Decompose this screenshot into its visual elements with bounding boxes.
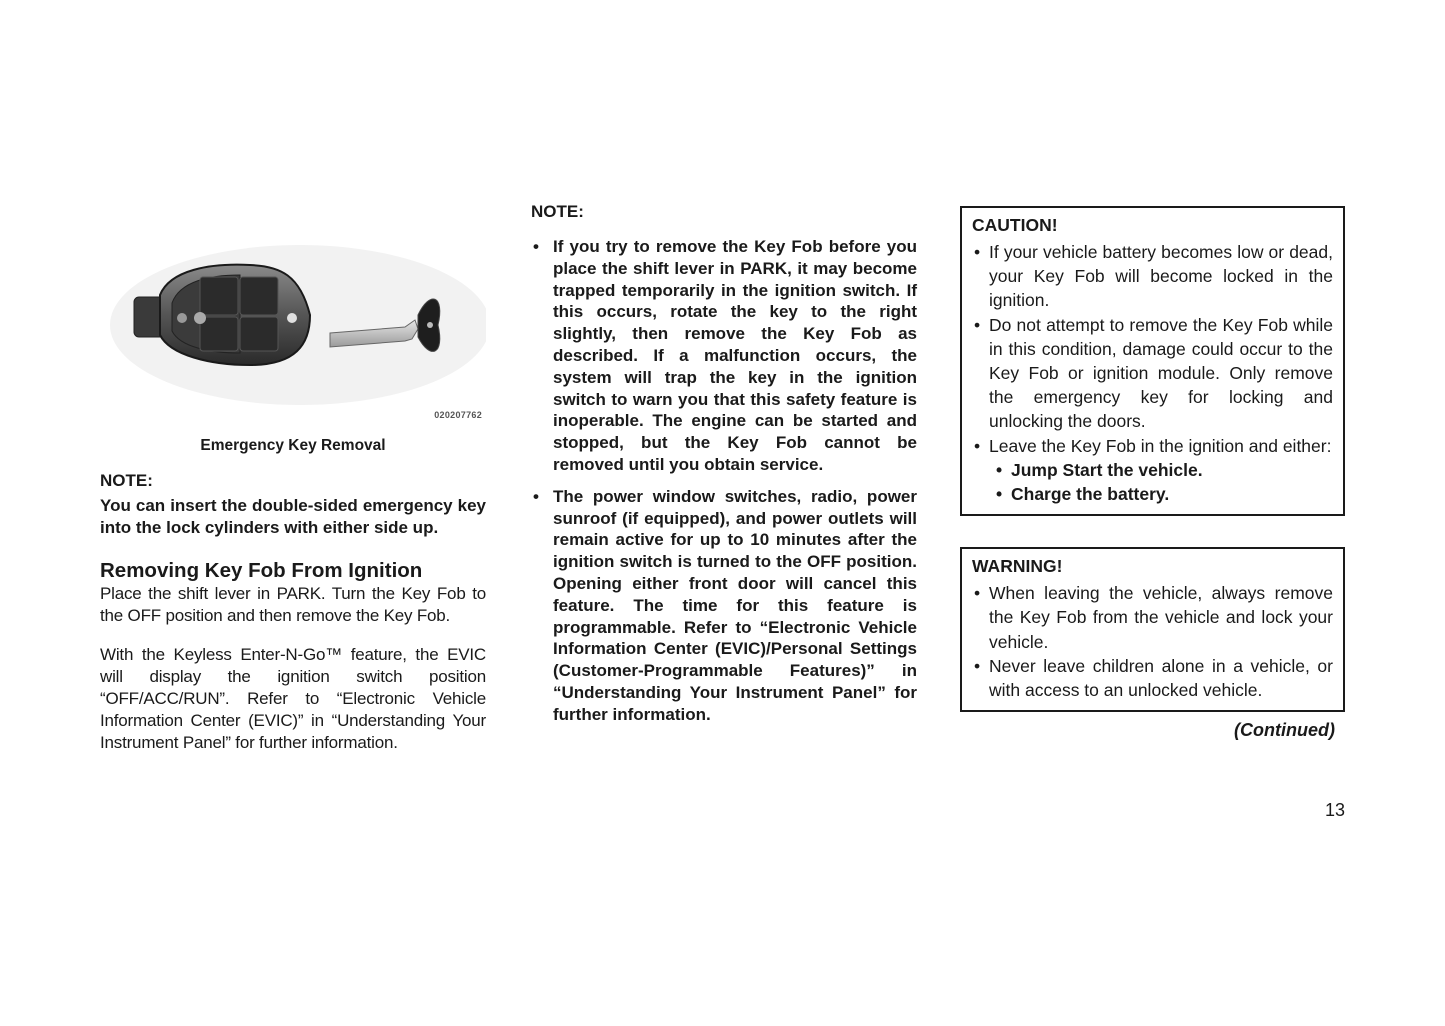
list-item-text: Charge the battery. [1011, 484, 1170, 505]
continued-label: (Continued) [1234, 720, 1335, 741]
list-item-text: The power window switches, radio, power sunroof (if equipped), and power outlets will remain active for up to 10 minutes after the ignition switch is turned to the OFF position. Opening either front door will cancel this feature. The time for this feature is programmable. Refer to “Electronic Vehicle Information Center (EVIC)/Personal Settings (Customer-Programmable Features)” in “Understanding Your Instrument Panel” for further information. [553, 486, 917, 724]
right-column [960, 206, 1345, 741]
list-item-text: When leaving the vehicle, always remove the Key Fob from the vehicle and lock your vehicle. [989, 583, 1333, 652]
list-item-text: Do not attempt to remove the Key Fob while in this condition, damage could occur to the Key Fob or ignition module. Only remove the emergency key for locking and unlocking the doors. [989, 314, 1333, 432]
list-item-text: Never leave children alone in a vehicle, or with access to an unlocked vehicle. [989, 655, 1333, 701]
caution-sublist [972, 458, 1333, 506]
list-item [972, 240, 1333, 313]
middle-column [531, 202, 917, 726]
left-note-text: You can insert the double-sided emergency key into the lock cylinders with either side up. [100, 496, 486, 537]
list-item [531, 486, 917, 726]
section-paragraph: Place the shift lever in PARK. Turn the Key Fob to the OFF position and then remove the Key Fob. [100, 584, 486, 625]
bullet-icon: • [533, 486, 539, 506]
list-item [972, 654, 1333, 702]
left-note-heading: NOTE: [100, 471, 153, 490]
bullet-icon: • [974, 655, 981, 676]
figure-code: 020207762 [434, 410, 482, 420]
emergency-key-figure [100, 215, 486, 430]
list-item-text: If you try to remove the Key Fob before you place the shift lever in PARK, it may become trapped temporarily in the ignition switch. If this occurs, rotate the key to the right slightly, then remove the Key Fob as described. If a malfunction occurs, the system will trap the key in the ignition switch to warn you that this safety feature is inoperable. The engine can be started and stopped, but the Key Fob cannot be removed until you obtain service. [553, 237, 917, 474]
left-column [100, 215, 486, 771]
list-item [972, 434, 1333, 458]
sub-list-item [994, 482, 1333, 506]
caution-list [972, 240, 1333, 458]
bullet-icon: • [974, 314, 981, 335]
section-title: Removing Key Fob From Ignition [100, 559, 423, 582]
bullet-icon: • [996, 459, 1003, 480]
section-paragraph: With the Keyless Enter-N-Go™ feature, the EVIC will display the ignition switch position “OFF/ACC/RUN”. Refer to “Electronic Vehicle Information Center (EVIC)” in “Understanding Your Instrument Panel” for further information. [100, 645, 486, 752]
caution-title: CAUTION! [972, 215, 1058, 235]
page-number: 13 [1324, 800, 1345, 820]
key-fob-illustration [100, 215, 486, 430]
list-item-text: Leave the Key Fob in the ignition and either: [989, 435, 1332, 456]
list-item-text: If your vehicle battery becomes low or dead, your Key Fob will become locked in the ignition. [989, 242, 1333, 311]
bullet-icon: • [974, 242, 981, 262]
bullet-icon: • [974, 435, 981, 456]
warning-title: WARNING! [972, 556, 1063, 577]
middle-note-heading: NOTE: [531, 202, 584, 221]
middle-note-list [531, 236, 917, 726]
list-item-text: Jump Start the vehicle. [1011, 459, 1203, 480]
list-item [972, 581, 1333, 654]
caution-box [960, 206, 1345, 516]
list-item [531, 236, 917, 476]
warning-list [972, 581, 1333, 702]
figure-caption: Emergency Key Removal [200, 437, 386, 454]
list-item [972, 313, 1333, 434]
bullet-icon: • [974, 583, 981, 604]
bullet-icon: • [996, 484, 1003, 505]
sub-list-item [994, 458, 1333, 482]
warning-box [960, 547, 1345, 712]
bullet-icon: • [533, 237, 539, 256]
